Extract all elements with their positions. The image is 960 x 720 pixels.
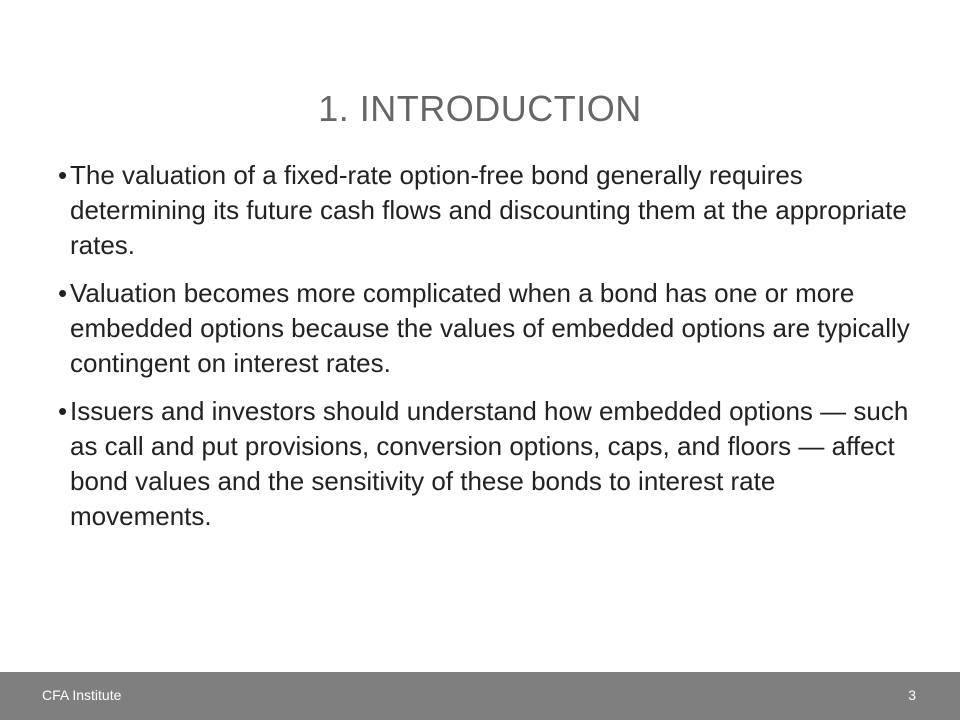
- page-number: 3: [908, 687, 916, 703]
- bullet-item: [42, 276, 922, 381]
- bullet-list: [42, 158, 922, 547]
- bullet-text: Issuers and investors should understand how embedded options — such as call and put provisions, conversion options, caps, and floors — affect bond values and the sensitivity of these bonds to interest rate movements.: [70, 396, 909, 531]
- bullet-item: [42, 158, 922, 263]
- bullet-item: [42, 394, 922, 534]
- slide-title: 1. INTRODUCTION: [318, 88, 642, 129]
- bullet-icon: •: [58, 396, 68, 426]
- bullet-text: Valuation becomes more complicated when a bond has one or more embedded options because the values of embedded options are typically contingent on interest rates.: [70, 278, 910, 378]
- footer-organization: CFA Institute: [42, 687, 122, 703]
- bullet-text: The valuation of a fixed-rate option-free bond generally requires determining its future cash flows and discounting them at the appropriate rates.: [70, 160, 907, 260]
- bullet-icon: •: [58, 278, 68, 308]
- bullet-icon: •: [58, 160, 68, 190]
- footer-bar: [0, 672, 960, 720]
